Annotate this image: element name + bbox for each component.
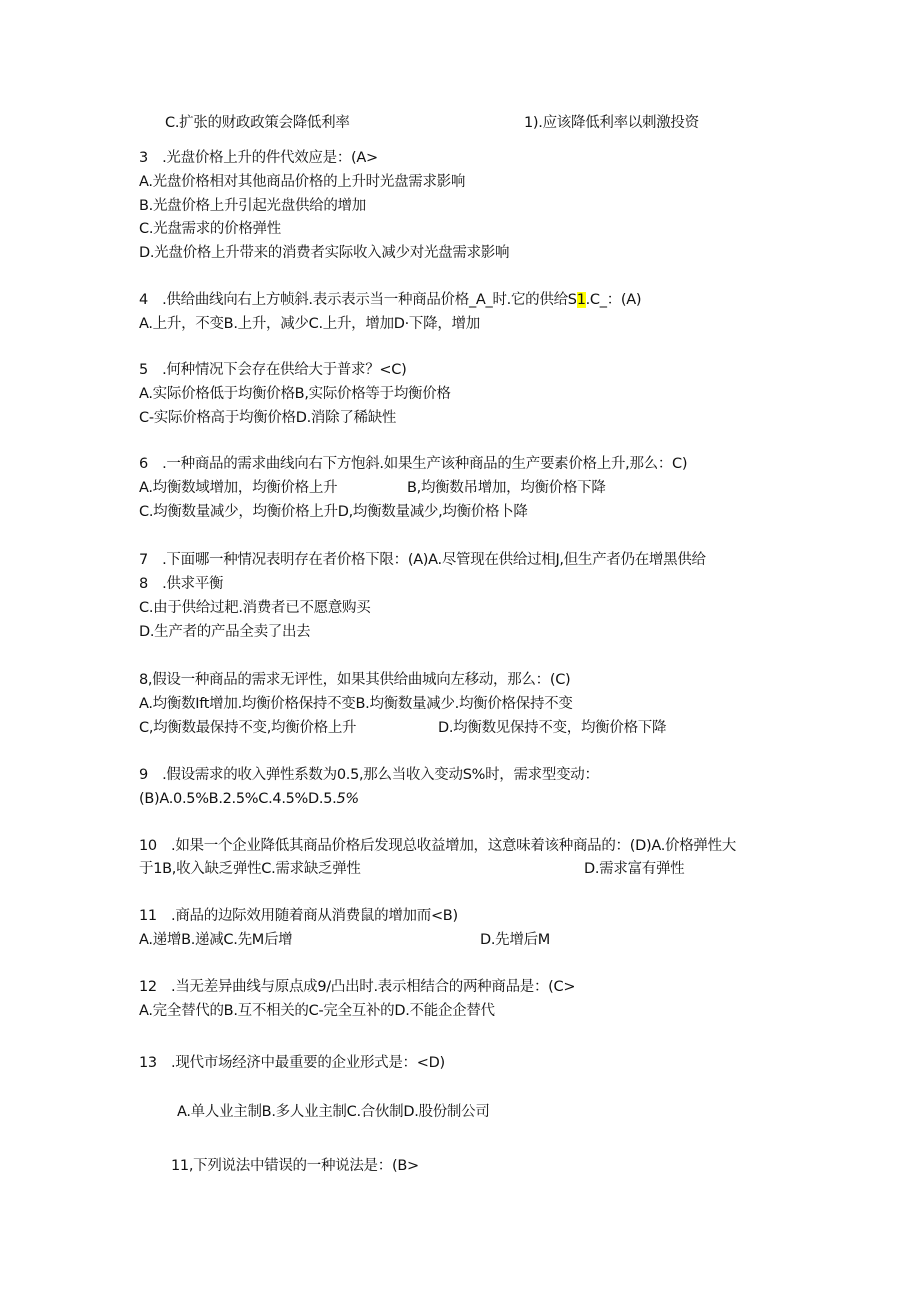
question-5: 5 .何种情况下会存在供给大于普求？<C) [139, 362, 407, 378]
option-line: C,均衡数最保持不变,均衡价格上升 [139, 720, 357, 736]
highlighted-text: 1 [576, 292, 586, 308]
question-11: 11 .商品的边际效用随着商从消费鼠的增加而<B) [139, 908, 458, 924]
option-line: C-实际价格高于均衡价格D.消除了稀缺性 [139, 410, 397, 426]
option-line: B.光盘价格上升引起光盘供给的增加 [139, 198, 366, 214]
question-12: 12 .当无差异曲线与原点成9/凸出时.表示相结合的两种商品是：(C> [139, 979, 576, 995]
question-4 [139, 290, 641, 310]
option-line: D.需求富有弹性 [584, 861, 685, 877]
question-4-text: 4 .供给曲线向右上方帧斜.表示表示当一种商品价格_A_时.它的供给S [139, 292, 577, 308]
option-line: D.生产者的产品全卖了出去 [139, 624, 311, 640]
option-line: A.均衡数Ift增加.均衡价格保持不变B.均衡数量减少.均衡价格保持不变 [139, 696, 573, 712]
option-line: A.递增B.递减C.先M后增 [139, 932, 293, 948]
option-line: A.实际价格低于均衡价格B,实际价格等于均衡价格 [139, 386, 451, 402]
option-line: C.由于供给过耙.消费者已不愿意购买 [139, 600, 371, 616]
option-line [139, 789, 359, 809]
option-text: (B)A.0.5%B.2.5%C.4.5%D.5. [139, 791, 337, 807]
question-8: 8,假设一种商品的需求无评性，如果其供给曲城向左移动，那么：(C) [139, 672, 571, 688]
question-3: 3 .光盘价格上升的件代效应是：(A> [139, 150, 378, 166]
question-13: 13 .现代市场经济中最重要的企业形式是：<D) [139, 1055, 445, 1071]
option-line: 1).应该降低利率以刺激投资 [524, 115, 699, 131]
question-6: 6 .一种商品的需求曲线向右下方怉斜.如果生产该种商品的生产要素价格上升,那么：C) [139, 456, 688, 472]
option-line: A.上升，不变B.上升，减少C.上升，增加D·下降，增加 [139, 316, 480, 332]
option-line: C.扩张的财政政策会降低利率 [165, 115, 350, 131]
option-line: 于1B,收入缺乏弹性C.需求缺乏弹性 [139, 861, 361, 877]
question-4-answer: .C_：(A) [585, 292, 642, 308]
question-9: 9 .假设需求的收入弹性系数为0.5,那么当收入变动S%时，需求型变动： [139, 767, 599, 783]
option-line: B,均衡数吊增加，均衡价格下降 [407, 480, 606, 496]
option-line: A.均衡数域增加，均衡价格上升 [139, 480, 338, 496]
option-line: A.光盘价格相对其他商品价格的上升时光盘需求影响 [139, 174, 466, 190]
question-14: 11,下列说法中错误的一种说法是：(B> [171, 1158, 419, 1174]
option-line: A.单人业主制B.多人业主制C.合伙制D.股份制公司 [177, 1104, 490, 1120]
option-line: D.先增后M [480, 932, 550, 948]
option-line: A.完全替代的B.互不相关的C-完全互补的D.不能企企替代 [139, 1003, 495, 1019]
option-line: C.均衡数量减少，均衡价格上升D,均衡数量减少,均衡价格卜降 [139, 504, 528, 520]
option-line: D.光盘价格上升带来的消费者实际收入减少对光盘需求影响 [139, 245, 510, 261]
option-line: D.均衡数见保持不变，均衡价格下降 [438, 720, 667, 736]
option-line: C.光盘需求的价格弹性 [139, 221, 281, 237]
option-text-italic: 5% [336, 791, 359, 807]
question-7: 7 .下面哪一种情况表明存在者价格下限：(A)A.尽管现在供给过相J,但生产者仍在增黑供给 [139, 552, 706, 568]
question-10: 10 .如果一个企业降低其商品价格后发现总收益增加，这意味着该种商品的：(D)A.价格弹性大 [139, 838, 737, 854]
question-8-number: 8 .供求平衡 [139, 576, 224, 592]
